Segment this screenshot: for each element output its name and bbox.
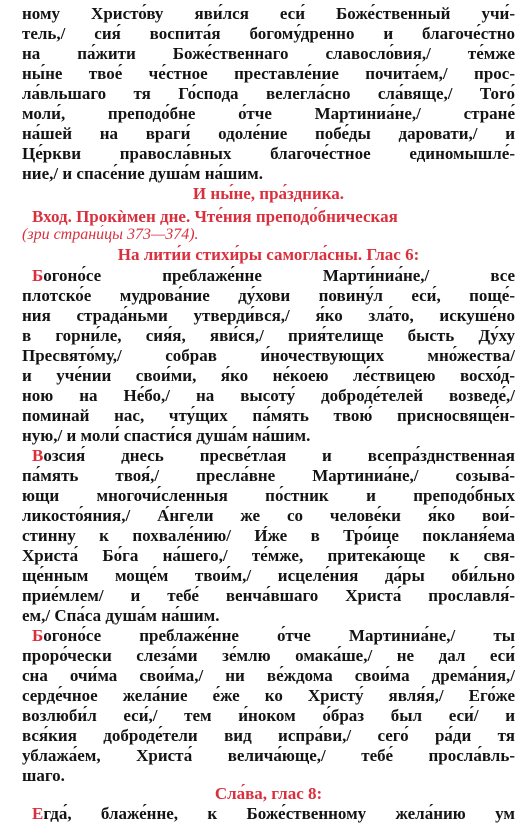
rubric-litiya: На лити́и стихи́ры самогла́сны. Глас 6: — [117, 245, 420, 264]
text-line: Христа́ Бо́га на́шего,/ те́мже, притека́юще к свя- — [22, 546, 515, 565]
text-line: ною на Не́бо,/ на высоту́ доброде́телей возведе́,/ — [22, 386, 515, 405]
text-line: ние,/ и спасе́ние душа́м на́шим. — [22, 164, 263, 183]
text-line: в горни́ле, сия́я, яви́ся,/ прия́телище бысть Ду́ху — [22, 326, 515, 345]
text-line: ем,/ Спа́са душа́м на́шим. — [22, 606, 220, 625]
text-line: па́мять твоя́,/ пресла́вне Мартиниа́не,/ созыва́- — [22, 466, 515, 485]
text-line: шаго. — [22, 766, 65, 785]
text-line: ному Христо́ву яви́лся еси́ Боже́ственный учи́- — [22, 4, 515, 23]
rubric-page-ref: (зри страни́цы 373—374). — [22, 226, 199, 243]
stanza-first-line: Егда́, блаже́нне, к Боже́ственному жела́нию ум — [32, 804, 515, 823]
text-line: проро́чески слеза́ми зе́млю омака́ше,/ не дал еси́ — [22, 646, 515, 665]
stanza-first-line: Богоно́се преблаже́нне о́тче Мартиниа́не,/ ты — [32, 626, 515, 645]
drop-initial: Е — [32, 804, 44, 823]
text-line: на па́жити Боже́ственнаго славосло́вия,/ те́мже — [22, 44, 515, 63]
text-line: Це́ркви правосла́вных благоче́стное единомышле́- — [22, 144, 515, 163]
text-line: моли́, преподо́бне о́тче Мартиниа́не,/ стране́ — [22, 104, 515, 123]
text-line: ще́нным моще́м твои́м,/ исцеле́ния да́ры оби́льно — [22, 566, 515, 585]
text-line: и уче́нии свои́ми, я́ко не́коею ле́ствицею восхо́д- — [22, 366, 515, 385]
text-line: ны́не твое́ че́стное преставле́ние почита́ем,/ прос- — [22, 64, 515, 83]
text-line: Пресвято́му,/ собрав и́ночествующих мно́жества/ — [22, 346, 515, 365]
stanza-first-line: Богоно́се преблаже́нне Марти́ниа́не,/ все — [32, 266, 515, 285]
text-line: сна очи́ма свои́ма,/ ни ве́ждома свои́ма дрема́ния,/ — [22, 666, 515, 685]
text-line: ную,/ и моли́ спасти́ся душа́м на́шим. — [22, 426, 311, 445]
text-line: ющи многочи́сленныя по́стник и преподо́бных — [22, 486, 515, 505]
text-line: ла́вльшаго тя Го́спода велегла́сно сла́вяще,/ Тоrо́ — [22, 84, 515, 103]
rubric-vkhod: Вход. Прокѝмен дне. Чте́ния преподо́бническая — [32, 207, 398, 226]
text-line: на́шей на враги́ одоле́ние побе́ды даровати,/ и — [22, 124, 515, 143]
text-line: поминай нас, чту́щих па́мять твою́ присносвяще́н- — [22, 406, 515, 425]
text-line: прие́млем/ и тебе́ венча́вшаго Христа́ прославля́- — [22, 586, 515, 605]
rubric-slava: Сла́ва, глас 8: — [214, 784, 323, 803]
text-line: серде́чное жела́ние е́же ко Христу́ явля́я,/ Его́же — [22, 686, 515, 705]
drop-initial: Б — [32, 626, 44, 645]
text-line: ублажа́ем, Христа́ велича́юще,/ тебе́ просла́вль- — [22, 746, 515, 765]
text-line: вся́кия доброде́тели вид испра́ви,/ сего́ ра́ди тя — [22, 726, 515, 745]
drop-initial: В — [32, 446, 44, 465]
text-line: плотско́е мудрова́ние ду́хови повину́л еси́, поще́- — [22, 286, 515, 305]
text-line: стинну к похвале́нию/ И́же в Тро́ице покланя́ема — [22, 526, 515, 545]
text-line: ния страда́ньми утверди́вся,/ я́ко зла́то, искуше́но — [22, 306, 515, 325]
stanza-first-line: Возсия́ днесь пресве́тлая и всепра́зднственная — [32, 446, 515, 465]
text-line: ликосто́яния,/ А́нгели же со челове́ки я́ко вои́- — [22, 506, 515, 525]
rubric-i-nyne: И ны́не, пра́здника. — [192, 184, 345, 203]
text-line: тель,/ сия́ воспита́я богому́дренно и благоче́стно — [22, 24, 515, 43]
text-line: возлюби́л еси́,/ тем и́ноком о́браз был еси́/ и — [22, 706, 515, 725]
drop-initial: Б — [32, 266, 44, 285]
